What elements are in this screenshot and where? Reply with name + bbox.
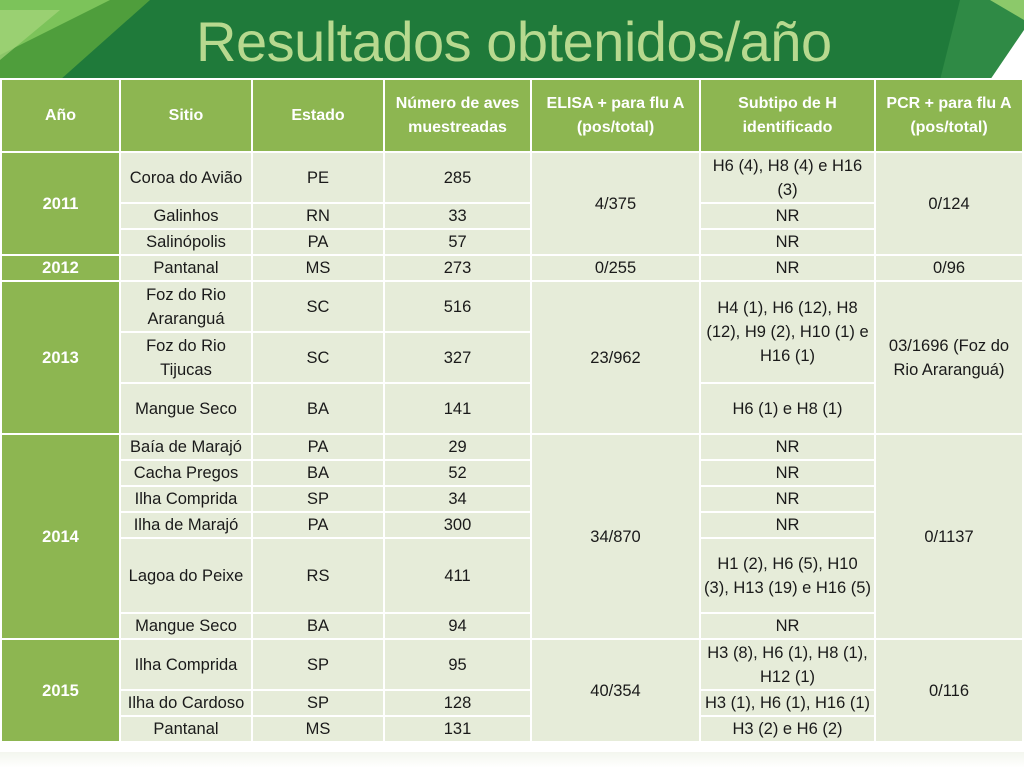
birds-cell: 141 [385,384,530,433]
header-row [2,80,1022,151]
state-cell: RN [253,204,383,228]
site-cell: Baía de Marajó [121,435,251,459]
subtype-cell: NR [701,435,874,459]
header-year: Año [2,80,119,151]
birds-cell: 516 [385,282,530,331]
site-cell: Pantanal [121,717,251,741]
pcr-cell: 03/1696 (Foz do Rio Araranguá) [876,282,1022,433]
state-cell: PA [253,230,383,254]
table-row [2,256,1022,280]
table-row [2,614,1022,638]
state-cell: SP [253,640,383,689]
subtype-cell: NR [701,614,874,638]
site-cell: Mangue Seco [121,614,251,638]
state-cell: PA [253,435,383,459]
subtype-cell: NR [701,256,874,280]
birds-cell: 327 [385,333,530,382]
subtype-cell: H4 (1), H6 (12), H8 (12), H9 (2), H10 (1) e H16 (1) [701,282,874,382]
birds-cell: 128 [385,691,530,715]
state-cell: BA [253,461,383,485]
birds-cell: 29 [385,435,530,459]
site-cell: Ilha Comprida [121,487,251,511]
birds-cell: 33 [385,204,530,228]
table-row [2,691,1022,715]
site-cell: Foz do Rio Araranguá [121,282,251,331]
state-cell: RS [253,539,383,612]
elisa-cell: 40/354 [532,640,699,741]
birds-cell: 273 [385,256,530,280]
birds-cell: 34 [385,487,530,511]
elisa-cell: 23/962 [532,282,699,433]
state-cell: SP [253,487,383,511]
table-row [2,640,1022,689]
year-cell: 2014 [2,435,119,638]
birds-cell: 300 [385,513,530,537]
table-row [2,384,1022,433]
year-cell: 2011 [2,153,119,254]
year-cell: 2012 [2,256,119,280]
subtype-cell: H3 (8), H6 (1), H8 (1), H12 (1) [701,640,874,689]
site-cell: Mangue Seco [121,384,251,433]
site-cell: Coroa do Avião [121,153,251,202]
elisa-cell: 4/375 [532,153,699,254]
title-banner [0,0,1024,80]
pcr-cell: 0/124 [876,153,1022,254]
table-row [2,539,1022,612]
subtype-cell: NR [701,204,874,228]
subtype-cell: NR [701,513,874,537]
header-pcr: PCR + para flu A (pos/total) [876,80,1022,151]
pcr-cell: 0/96 [876,256,1022,280]
site-cell: Foz do Rio Tijucas [121,333,251,382]
pcr-cell: 0/1137 [876,435,1022,638]
site-cell: Ilha de Marajó [121,513,251,537]
subtype-cell: NR [701,230,874,254]
site-cell: Cacha Pregos [121,461,251,485]
subtype-cell: NR [701,461,874,485]
state-cell: MS [253,256,383,280]
subtype-cell: NR [701,487,874,511]
table-row [2,487,1022,511]
table-row [2,153,1022,202]
birds-cell: 411 [385,539,530,612]
site-cell: Salinópolis [121,230,251,254]
subtype-cell: H3 (2) e H6 (2) [701,717,874,741]
site-cell: Ilha Comprida [121,640,251,689]
birds-cell: 94 [385,614,530,638]
state-cell: SC [253,282,383,331]
state-cell: BA [253,384,383,433]
state-cell: SP [253,691,383,715]
site-cell: Pantanal [121,256,251,280]
year-cell: 2013 [2,282,119,433]
state-cell: BA [253,614,383,638]
header-subtype: Subtipo de H identificado [701,80,874,151]
pcr-cell: 0/116 [876,640,1022,741]
header-site: Sitio [121,80,251,151]
site-cell: Ilha do Cardoso [121,691,251,715]
header-birds-sampled: Número de aves muestreadas [385,80,530,151]
table-row [2,461,1022,485]
elisa-cell: 0/255 [532,256,699,280]
subtype-cell: H1 (2), H6 (5), H10 (3), H13 (19) e H16 (5) [701,539,874,612]
table-row [2,717,1022,741]
state-cell: PA [253,513,383,537]
birds-cell: 57 [385,230,530,254]
table-row [2,282,1022,331]
year-cell: 2015 [2,640,119,741]
state-cell: PE [253,153,383,202]
elisa-cell: 34/870 [532,435,699,638]
table-row [2,230,1022,254]
birds-cell: 131 [385,717,530,741]
footer-strip [0,752,1024,768]
subtype-cell: H6 (1) e H8 (1) [701,384,874,433]
state-cell: SC [253,333,383,382]
subtype-cell: H6 (4), H8 (4) e H16 (3) [701,153,874,202]
state-cell: MS [253,717,383,741]
header-state: Estado [253,80,383,151]
table-row [2,435,1022,459]
site-cell: Lagoa do Peixe [121,539,251,612]
site-cell: Galinhos [121,204,251,228]
subtype-cell: H3 (1), H6 (1), H16 (1) [701,691,874,715]
header-elisa: ELISA + para flu A (pos/total) [532,80,699,151]
birds-cell: 285 [385,153,530,202]
table-row [2,204,1022,228]
birds-cell: 95 [385,640,530,689]
results-table [0,78,1024,743]
table-row [2,513,1022,537]
slide-title: Resultados obtenidos/año [196,10,832,73]
birds-cell: 52 [385,461,530,485]
